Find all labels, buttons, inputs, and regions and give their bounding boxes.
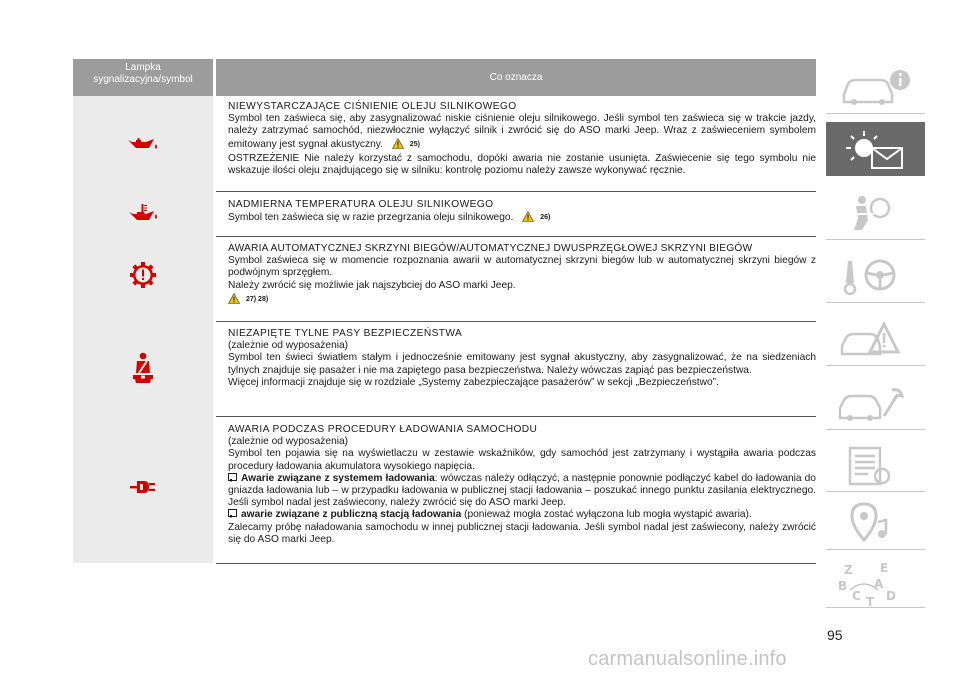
safety-airbag-icon: [834, 190, 918, 236]
row-text-3: (ponieważ mogła zostać wyłączona lub mogła wystąpić awaria).: [461, 509, 752, 521]
oil-pressure-icon: [73, 128, 213, 160]
row-gearbox-fault: [228, 243, 816, 306]
oil-temperature-icon: [73, 200, 213, 226]
row-text: Symbol ten zaświeca się w razie przegrzania oleju silnikowego.: [228, 212, 514, 224]
seatbelt-icon: [73, 350, 213, 386]
page-number: 95: [827, 627, 843, 643]
index-letter: Z: [844, 563, 853, 577]
row-divider: [216, 191, 816, 192]
row-divider: [216, 416, 816, 417]
sidebar-item-driving[interactable]: [826, 249, 925, 303]
square-bullet-icon: [228, 473, 238, 482]
footnote-ref: 26): [540, 214, 551, 222]
technical-data-icon: [834, 442, 918, 488]
row-title: AWARIA AUTOMATYCZNEJ SKRZYNI BIEGÓW/AUTOMATYCZNEJ DWUSPRZĘGŁOWEJ SKRZYNI BIEGÓW: [228, 243, 753, 254]
index-letter: T: [866, 595, 875, 606]
header-line-1: Lampka: [125, 62, 161, 73]
row-seatbelt: [228, 328, 816, 389]
row-text: Symbol zaświeca się w momencie rozpoznania awarii w automatycznej skrzyni biegów lub w automatycznej skrzyni biegów z podwójnym sprzęgłem.: [228, 255, 816, 279]
bold-term: awarie związane z publiczną stacją ładowania: [241, 509, 462, 521]
car-info-icon: [834, 64, 918, 110]
row-text-2: : wówczas należy odłączyć, a następnie ponownie podłączyć kabel do ładowania do gniazda ładowania lub – w przypadku ładowania w publicznej stacji ładowania – poszukać innego punktu zasilania elektrycznego. Jeśli symbol nadal jest zaświecony, należy zwrócić się do ASO marki Jeep.: [228, 472, 816, 509]
index-letter: C: [852, 589, 861, 603]
row-divider: [216, 236, 816, 237]
sidebar-item-emergency[interactable]: [826, 312, 925, 366]
row-text: Symbol ten zaświeca się, aby zasygnalizować niskie ciśnienie oleju silnikowego. Jeśli symbol ten zaświeca się w trakcie jazdy, należy zatrzymać samochód, niezwłocznie wyłączyć silnik i zwrócić się do ASO marki Jeep. Wraz z zaświeceniem symbolem emitowany jest sygnał akustyczny.: [228, 113, 816, 150]
index-icon: [834, 560, 918, 606]
sidebar-item-safety[interactable]: [826, 186, 925, 240]
sidebar-item-technical-data[interactable]: [826, 438, 925, 492]
row-title: AWARIA PODCZAS PROCEDURY ŁADOWANIA SAMOCHODU: [228, 424, 538, 435]
emergency-icon: [834, 316, 918, 362]
row-text: Symbol ten pojawia się na wyświetlaczu w zestawie wskaźników, gdy samochód jest zatrzymany i wystąpiła awaria podczas procedury ładowania akumulatora wysokiego napięcia.: [228, 448, 816, 472]
header-line-2: sygnalizacyjna/symbol: [93, 74, 193, 85]
warning-lights-icon: [834, 126, 918, 172]
row-subtitle: (zależnie od wyposażenia): [228, 436, 349, 448]
row-text-4: Zalecamy próbę naładowania samochodu w innej publicznej stacji ładowania. Jeśli symbol nadal jest zaświecony, należy zwrócić się do ASO marki Jeep.: [228, 521, 816, 545]
table-header-meaning: Co oznacza: [216, 59, 816, 96]
charging-fault-icon: [73, 475, 213, 499]
bold-term: Awarie związane z systemem ładowania: [241, 472, 435, 484]
index-letter: A: [874, 577, 884, 591]
row-oil-temperature: [228, 199, 816, 224]
row-divider: [216, 563, 816, 564]
index-letter: E: [880, 561, 889, 575]
watermark: carmanualsonline.info: [588, 648, 787, 670]
warning-triangle-icon: [228, 293, 240, 304]
row-text-2: Należy zwrócić się możliwie jak najszybciej do ASO marki Jeep.: [228, 279, 516, 291]
sidebar-item-warning-lights[interactable]: [826, 122, 925, 176]
sidebar-item-index[interactable]: [826, 556, 925, 608]
sidebar-item-car-info[interactable]: [826, 60, 925, 114]
row-title: NIEWYSTARCZAJĄCE CIŚNIENIE OLEJU SILNIKOWEGO: [228, 101, 517, 112]
multimedia-icon: [834, 500, 918, 546]
maintenance-icon: [834, 380, 918, 426]
row-text: Symbol ten świeci światłem stałym i jednocześnie emitowany jest sygnał akustyczny, aby zasygnalizować, że na siedzeniach tylnych znajduje się pasażer i nie ma zapiętego pasa bezpieczeństwa. Należy wówczas zapiąć pas bezpieczeństwa.: [228, 352, 816, 376]
driving-icon: [834, 253, 918, 299]
row-title: NADMIERNA TEMPERATURA OLEJU SILNIKOWEGO: [228, 199, 494, 210]
row-divider: [216, 321, 816, 322]
gearbox-fault-icon: [73, 258, 213, 292]
sidebar-item-maintenance[interactable]: [826, 376, 925, 430]
index-letter: D: [886, 589, 896, 603]
row-text-warning: OSTRZEŻENIE Nie należy korzystać z samochodu, dopóki awaria nie zostanie usunięta. Zaświecenie się tego symbolu nie wskazuje ilości oleju znajdującego się w silniku: kontrolę poziomu należy zawsze wykonywać ręcznie.: [228, 152, 816, 177]
square-bullet-icon: [228, 509, 238, 518]
row-charging-fault: [228, 424, 816, 546]
row-subtitle: (zależnie od wyposażenia): [228, 340, 349, 352]
footnote-ref: 25): [409, 140, 420, 148]
index-letter: B: [838, 579, 848, 593]
table-header-symbol: [73, 59, 213, 96]
footnote-ref: 27) 28): [246, 295, 269, 303]
sidebar-item-multimedia[interactable]: [826, 496, 925, 550]
row-oil-pressure: [228, 101, 816, 177]
row-text-2: Więcej informacji znajduje się w rozdziale „Systemy zabezpieczające pasażerów” w sekcji „Bezpieczeństwo”.: [228, 376, 719, 388]
warning-triangle-icon: [522, 211, 534, 222]
warning-triangle-icon: [392, 138, 404, 149]
row-title: NIEZAPIĘTE TYLNE PASY BEZPIECZEŃSTWA: [228, 328, 463, 339]
